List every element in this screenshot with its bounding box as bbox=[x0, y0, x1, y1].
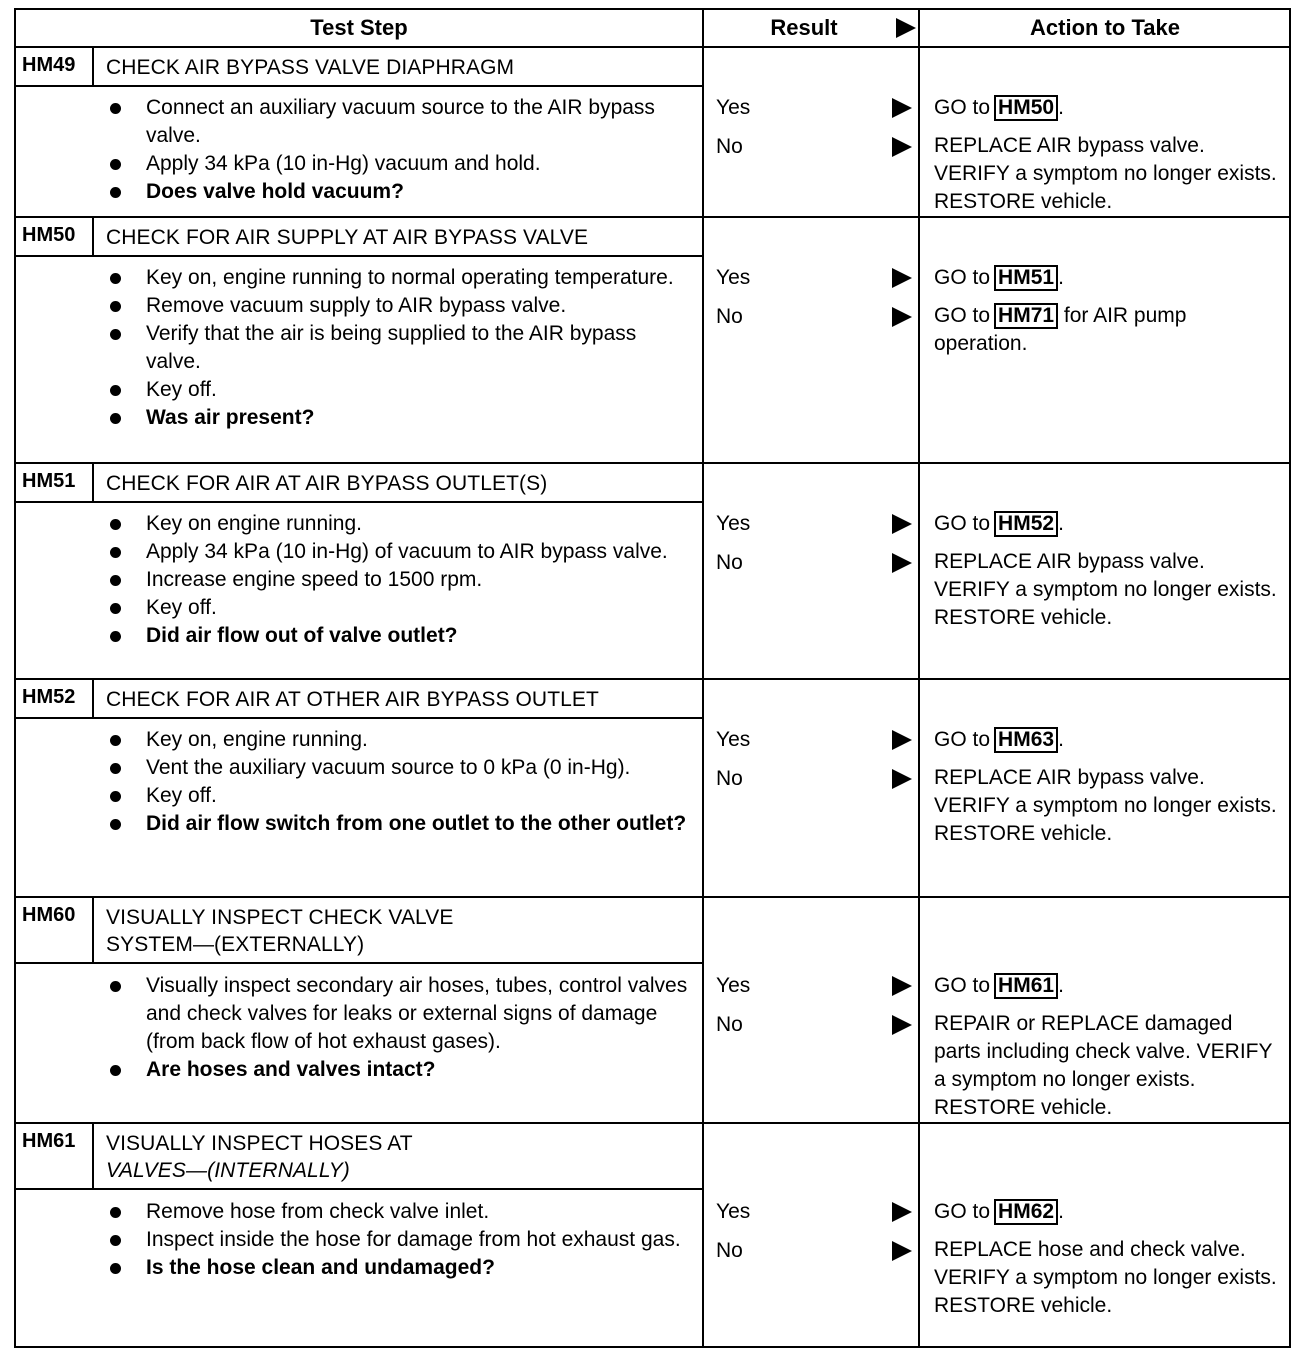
list-item: Apply 34 kPa (10 in-Hg) of vacuum to AIR bypass valve. bbox=[104, 538, 694, 566]
bullet-icon bbox=[110, 1207, 121, 1218]
list-item: Key off. bbox=[104, 594, 694, 622]
list-item: Remove hose from check valve inlet. bbox=[104, 1198, 694, 1226]
step-question: Does valve hold vacuum? bbox=[104, 178, 694, 206]
bullet-icon bbox=[110, 273, 121, 284]
step-reference: HM52 bbox=[994, 511, 1058, 537]
result-yes: Yes bbox=[716, 264, 916, 303]
arrow-right-icon bbox=[892, 553, 912, 573]
arrow-right-icon bbox=[896, 18, 916, 38]
list-item: Key off. bbox=[104, 376, 694, 404]
section-hm51 bbox=[16, 464, 1289, 680]
result-options bbox=[716, 94, 916, 172]
section-header bbox=[16, 48, 704, 87]
action-list bbox=[934, 510, 1284, 642]
result-no: No bbox=[716, 133, 916, 172]
section-header bbox=[16, 680, 704, 719]
bullet-icon bbox=[110, 981, 121, 992]
step-id: HM60 bbox=[16, 898, 94, 962]
action-no: REPLACE hose and check valve. VERIFY a symptom no longer exists. RESTORE vehicle. bbox=[934, 1238, 1277, 1317]
step-list bbox=[104, 94, 694, 206]
step-question: Is the hose clean and undamaged? bbox=[104, 1254, 694, 1282]
action-yes: GO to HM51 . bbox=[934, 266, 1064, 289]
action-yes: GO to HM62 . bbox=[934, 1200, 1064, 1223]
bullet-icon bbox=[110, 819, 121, 830]
result-no: No bbox=[716, 549, 916, 588]
step-question: Was air present? bbox=[104, 404, 694, 432]
result-options bbox=[716, 726, 916, 804]
step-list bbox=[104, 264, 694, 432]
action-no: REPLACE AIR bypass valve. VERIFY a symptom no longer exists. RESTORE vehicle. bbox=[934, 766, 1277, 845]
step-reference: HM61 bbox=[994, 973, 1058, 999]
section-header bbox=[16, 218, 704, 257]
step-title: CHECK FOR AIR SUPPLY AT AIR BYPASS VALVE bbox=[106, 226, 589, 249]
step-title-italic: VALVES—(INTERNALLY) bbox=[106, 1159, 350, 1182]
action-yes: GO to HM63 . bbox=[934, 728, 1064, 751]
result-yes: Yes bbox=[716, 972, 916, 1011]
action-yes: GO to HM61 . bbox=[934, 974, 1064, 997]
step-title: CHECK FOR AIR AT AIR BYPASS OUTLET(S) bbox=[106, 472, 548, 495]
arrow-right-icon bbox=[892, 514, 912, 534]
list-item: Inspect inside the hose for damage from hot exhaust gas. bbox=[104, 1226, 694, 1254]
step-reference: HM51 bbox=[994, 265, 1058, 291]
step-id: HM51 bbox=[16, 464, 94, 501]
action-list bbox=[934, 726, 1284, 858]
action-no: GO to HM71 for AIR pump operation. bbox=[934, 304, 1187, 355]
list-item: Key on, engine running to normal operating temperature. bbox=[104, 264, 694, 292]
action-yes: GO to HM50 . bbox=[934, 96, 1064, 119]
bullet-icon bbox=[110, 413, 121, 424]
header-result: Result bbox=[770, 15, 838, 40]
result-no: No bbox=[716, 303, 916, 342]
section-header bbox=[16, 464, 704, 503]
list-item: Verify that the air is being supplied to the AIR bypass valve. bbox=[104, 320, 694, 376]
arrow-right-icon bbox=[892, 1241, 912, 1261]
bullet-icon bbox=[110, 519, 121, 530]
result-no: No bbox=[716, 1011, 916, 1050]
action-yes: GO to HM52 . bbox=[934, 512, 1064, 535]
action-no: REPLACE AIR bypass valve. VERIFY a symptom no longer exists. RESTORE vehicle. bbox=[934, 134, 1277, 213]
arrow-right-icon bbox=[892, 769, 912, 789]
list-item: Key on engine running. bbox=[104, 510, 694, 538]
step-reference: HM62 bbox=[994, 1199, 1058, 1225]
bullet-icon bbox=[110, 603, 121, 614]
list-item: Connect an auxiliary vacuum source to the AIR bypass valve. bbox=[104, 94, 694, 150]
step-reference: HM71 bbox=[994, 303, 1058, 329]
section-hm61 bbox=[16, 1124, 1289, 1348]
header-test-step: Test Step bbox=[310, 15, 408, 40]
arrow-right-icon bbox=[892, 137, 912, 157]
bullet-icon bbox=[110, 1065, 121, 1076]
result-options bbox=[716, 264, 916, 342]
bullet-icon bbox=[110, 547, 121, 558]
section-hm50 bbox=[16, 218, 1289, 464]
result-options bbox=[716, 1198, 916, 1276]
step-title bbox=[106, 1130, 526, 1184]
result-yes: Yes bbox=[716, 726, 916, 765]
arrow-right-icon bbox=[892, 307, 912, 327]
step-question: Did air flow switch from one outlet to the other outlet? bbox=[104, 810, 694, 838]
list-item: Apply 34 kPa (10 in-Hg) vacuum and hold. bbox=[104, 150, 694, 178]
arrow-right-icon bbox=[892, 268, 912, 288]
step-id: HM52 bbox=[16, 680, 94, 717]
result-options bbox=[716, 510, 916, 588]
step-title-line: VISUALLY INSPECT HOSES AT bbox=[106, 1132, 413, 1155]
section-hm60 bbox=[16, 898, 1289, 1124]
list-item: Remove vacuum supply to AIR bypass valve. bbox=[104, 292, 694, 320]
step-list bbox=[104, 972, 694, 1084]
step-reference: HM63 bbox=[994, 727, 1058, 753]
result-yes: Yes bbox=[716, 510, 916, 549]
list-item: Visually inspect secondary air hoses, tubes, control valves and check valves for leaks or external signs of damage (from back flow of hot exhaust gases). bbox=[104, 972, 694, 1056]
arrow-right-icon bbox=[892, 98, 912, 118]
action-no: REPAIR or REPLACE damaged parts including check valve. VERIFY a symptom no longer exists. RESTORE vehicle. bbox=[934, 1012, 1273, 1119]
bullet-icon bbox=[110, 791, 121, 802]
action-list bbox=[934, 972, 1284, 1132]
step-list bbox=[104, 1198, 694, 1282]
section-hm49 bbox=[16, 48, 1289, 218]
step-reference: HM50 bbox=[994, 95, 1058, 121]
step-list bbox=[104, 726, 694, 838]
bullet-icon bbox=[110, 159, 121, 170]
action-list bbox=[934, 94, 1284, 226]
arrow-right-icon bbox=[892, 1202, 912, 1222]
list-item: Key off. bbox=[104, 782, 694, 810]
diagnostic-table bbox=[14, 8, 1291, 1348]
list-item: Increase engine speed to 1500 rpm. bbox=[104, 566, 694, 594]
bullet-icon bbox=[110, 631, 121, 642]
section-header bbox=[16, 898, 704, 964]
step-title: VISUALLY INSPECT CHECK VALVE SYSTEM—(EXTERNALLY) bbox=[106, 906, 454, 956]
bullet-icon bbox=[110, 1235, 121, 1246]
result-yes: Yes bbox=[716, 94, 916, 133]
step-id: HM50 bbox=[16, 218, 94, 255]
step-id: HM61 bbox=[16, 1124, 94, 1188]
arrow-right-icon bbox=[892, 730, 912, 750]
step-question: Are hoses and valves intact? bbox=[104, 1056, 694, 1084]
step-list bbox=[104, 510, 694, 650]
bullet-icon bbox=[110, 1263, 121, 1274]
section-header bbox=[16, 1124, 704, 1190]
bullet-icon bbox=[110, 385, 121, 396]
bullet-icon bbox=[110, 103, 121, 114]
step-title: CHECK AIR BYPASS VALVE DIAPHRAGM bbox=[106, 56, 515, 79]
bullet-icon bbox=[110, 301, 121, 312]
result-no: No bbox=[716, 1237, 916, 1276]
result-yes: Yes bbox=[716, 1198, 916, 1237]
arrow-right-icon bbox=[892, 976, 912, 996]
result-no: No bbox=[716, 765, 916, 804]
bullet-icon bbox=[110, 329, 121, 340]
action-list bbox=[934, 264, 1284, 368]
step-id: HM49 bbox=[16, 48, 94, 85]
arrow-right-icon bbox=[892, 1015, 912, 1035]
bullet-icon bbox=[110, 763, 121, 774]
bullet-icon bbox=[110, 735, 121, 746]
table-header bbox=[16, 10, 1289, 48]
step-title: CHECK FOR AIR AT OTHER AIR BYPASS OUTLET bbox=[106, 688, 599, 711]
action-no: REPLACE AIR bypass valve. VERIFY a symptom no longer exists. RESTORE vehicle. bbox=[934, 550, 1277, 629]
action-list bbox=[934, 1198, 1284, 1330]
header-action: Action to Take bbox=[1030, 15, 1180, 40]
step-question: Did air flow out of valve outlet? bbox=[104, 622, 694, 650]
section-hm52 bbox=[16, 680, 1289, 898]
bullet-icon bbox=[110, 187, 121, 198]
list-item: Key on, engine running. bbox=[104, 726, 694, 754]
result-options bbox=[716, 972, 916, 1050]
bullet-icon bbox=[110, 575, 121, 586]
list-item: Vent the auxiliary vacuum source to 0 kPa (0 in-Hg). bbox=[104, 754, 694, 782]
